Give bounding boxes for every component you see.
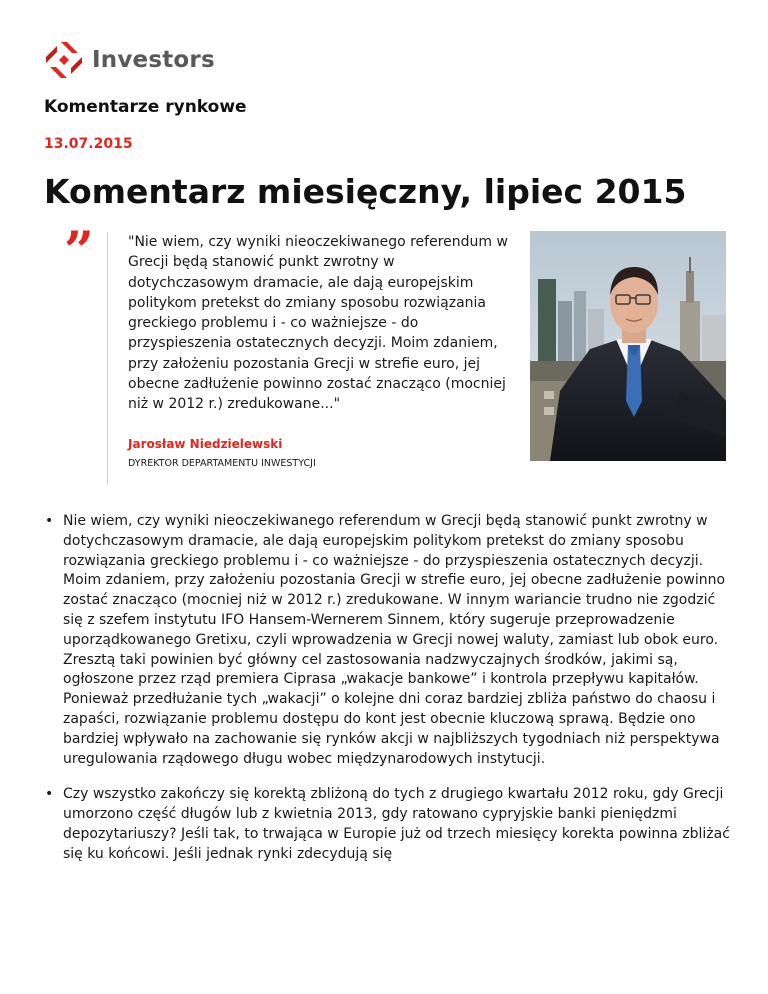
- bullet-dot-icon: •: [45, 786, 54, 803]
- page-title: Komentarz miesięczny, lipiec 2015: [44, 172, 687, 211]
- brand-name: Investors: [92, 47, 215, 73]
- quote-divider: [107, 232, 108, 484]
- list-item: [44, 512, 734, 769]
- pull-quote: "Nie wiem, czy wyniki nieoczekiwanego referendum w Grecji będą stanowić punkt zwrotny w dotychczasowym dramacie, ale dają europejskim politykom pretekst do zmiany sposobu rozwiązania greckiego problemu i - co ważniejsze - do przyspieszenia ostatecznych decyzji. Moim zdaniem, przy założeniu pozostania Grecji w strefie euro, jej obecne zadłużenie powinno zostać znacząco (mocniej niż w 2012 r.) zredukowane...": [128, 234, 508, 413]
- publication-date: 13.07.2015: [44, 136, 133, 152]
- bullet-dot-icon: •: [45, 513, 54, 529]
- list-item-text: Nie wiem, czy wyniki nieoczekiwanego referendum w Grecji będą stanowić punkt zwrotny w dotychczasowym dramacie, ale dają europejskim politykom pretekst do zmiany sposobu rozwiązania greckiego problemu i - co ważniejsze - do przyspieszenia ostatecznych decyzji. Moim zdaniem, przy założeniu pozostania Grecji w strefie euro, jej obecne zadłużenie powinno zostać znacząco (mocniej niż w 2012 r.) zredukowane. W innym wariancie trudno nie zgodzić się z szefem instytutu IFO Hansem-Wernerem Sinnem, który sugeruje przeprowadzenie uporządkowanego Gretixu, czyli wprowadzenia w Grecji nowej waluty, zamiast lub obok euro. Zresztą taki powinien być główny cel zastosowania nadzwyczajnych środków, jakimi są, ogłoszone przez rząd premiera Ciprasa „wakacje bankowe” i kontrola przepływu kapitałów. Ponieważ przedłużanie tych „wakacji” o kolejne dni coraz bardziej zbliża państwo do chaosu i zapaści, rozwiązanie problemu dostępu do kont jest obecnie kluczową sprawą. Będzie ono bardziej wpływało na zachowanie się rynków akcji w najbliższych tygodniach niż perspektywa uregulowania rządowego długu wobec międzynarodowych instytucji.: [63, 513, 726, 767]
- list-item-text: Czy wszystko zakończy się korektą zbliżoną do tych z drugiego kwartału 2012 roku, gdy Grecji umorzono część długów lub z kwietnia 2013, gdy ratowano cypryjskie banki pieniędzmi depozytariuszy? Jeśli tak, to trwająca w Europie już od trzech miesięcy korekta powinna zbliżać się ku końcowi. Jeśli jednak rynki zdecydują się: [63, 786, 730, 862]
- investors-logo-icon: [44, 40, 84, 80]
- section-heading: Komentarze rynkowe: [44, 97, 247, 117]
- quote-author: Jarosław Niedzielewski: [128, 437, 283, 451]
- commentary-list: [44, 512, 734, 881]
- brand-logo[interactable]: [44, 40, 215, 80]
- quote-mark-icon: ”: [64, 221, 94, 282]
- quote-author-role: DYREKTOR DEPARTAMENTU INWESTYCJI: [128, 458, 316, 469]
- author-photo: [530, 231, 726, 461]
- list-item: [44, 785, 734, 864]
